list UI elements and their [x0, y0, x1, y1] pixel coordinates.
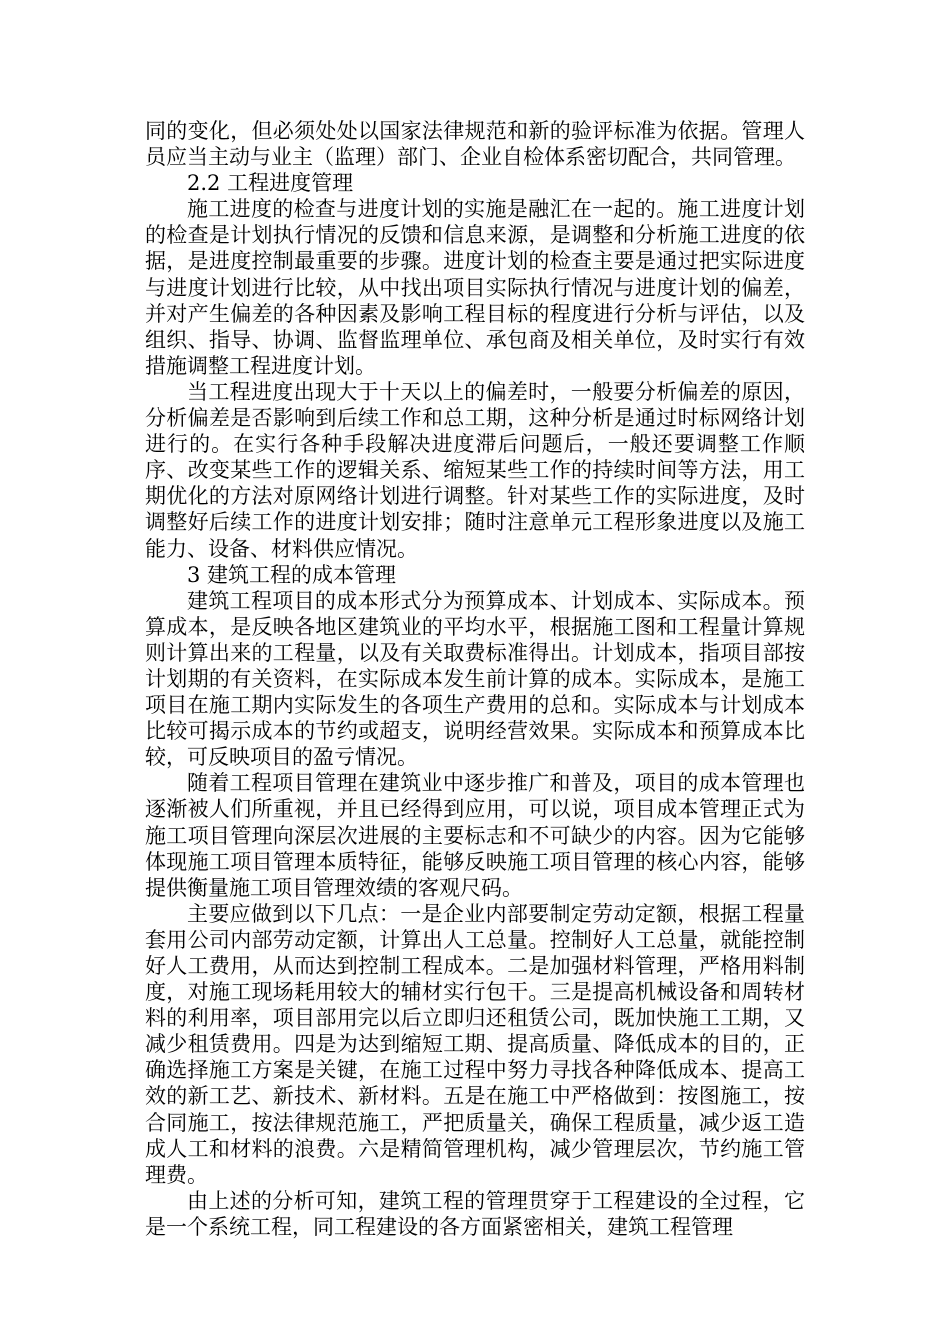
paragraph-conclusion: 由上述的分析可知，建筑工程的管理贯穿于工程建设的全过程，它是一个系统工程，同工程建设的各方面紧密相关，建筑工程管理	[145, 1188, 805, 1239]
paragraph-cost-measures: 主要应做到以下几点：一是企业内部要制定劳动定额，根据工程量套用公司内部劳动定额，计算出人工总量。控制好人工总量，就能控制好人工费用，从而达到控制工程成本。二是加强材料管理，严格用料制度，对施工现场耗用较大的辅材实行包干。三是提高机械设备和周转材料的利用率，项目部用完以后立即归还租赁公司，既加快施工工期，又减少租赁费用。四是为达到缩短工期、提高质量、降低成本的目的，正确选择施工方案是关键，在施工过程中努力寻找各种降低成本、提高工效的新工艺、新技术、新材料。五是在施工中严格做到：按图施工，按合同施工，按法律规范施工，严把质量关，确保工程质量，减少返工造成人工和材料的浪费。六是精简管理机构，减少管理层次，节约施工管理费。	[145, 901, 805, 1187]
paragraph-schedule-inspection: 施工进度的检查与进度计划的实施是融汇在一起的。施工进度计划的检查是计划执行情况的反馈和信息来源，是调整和分析施工进度的依据，是进度控制最重要的步骤。进度计划的检查主要是通过把实际进度与进度计划进行比较，从中找出项目实际执行情况与进度计划的偏差，并对产生偏差的各种因素及影响工程目标的程度进行分析与评估，以及组织、指导、协调、监督监理单位、承包商及相关单位，及时实行有效措施调整工程进度计划。	[145, 197, 805, 378]
continuation-paragraph: 同的变化，但必须处处以国家法律规范和新的验评标准为依据。管理人员应当主动与业主（监理）部门、企业自检体系密切配合，共同管理。	[145, 119, 805, 170]
document-page	[145, 118, 805, 1240]
paragraph-cost-forms: 建筑工程项目的成本形式分为预算成本、计划成本、实际成本。预算成本，是反映各地区建筑业的平均水平，根据施工图和工程量计算规则计算出来的工程量，以及有关取费标准得出。计划成本，指项目部按计划期的有关资料，在实际成本发生前计算的成本。实际成本，是施工项目在施工期内实际发生的各项生产费用的总和。实际成本与计划成本比较可揭示成本的节约或超支，说明经营效果。实际成本和预算成本比较，可反映项目的盈亏情况。	[145, 588, 805, 770]
section-heading-cost-management: 3 建筑工程的成本管理	[187, 562, 397, 587]
paragraph-cost-importance: 随着工程项目管理在建筑业中逐步推广和普及，项目的成本管理也逐渐被人们所重视，并且已经得到应用，可以说，项目成本管理正式为施工项目管理向深层次进展的主要标志和不可缺少的内容。因为它能够体现施工项目管理本质特征，能够反映施工项目管理的核心内容，能够提供衡量施工项目管理效绩的客观尺码。	[145, 771, 805, 900]
paragraph-schedule-deviation: 当工程进度出现大于十天以上的偏差时，一般要分析偏差的原因，分析偏差是否影响到后续工作和总工期，这种分析是通过时标网络计划进行的。在实行各种手段解决进度滞后问题后，一般还要调整工作顺序、改变某些工作的逻辑关系、缩短某些工作的持续时间等方法，用工期优化的方法对原网络计划进行调整。针对某些工作的实际进度，及时调整好后续工作的进度计划安排；随时注意单元工程形象进度以及施工能力、设备、材料供应情况。	[145, 379, 805, 561]
section-heading-schedule-management: 2.2 工程进度管理	[187, 171, 354, 196]
